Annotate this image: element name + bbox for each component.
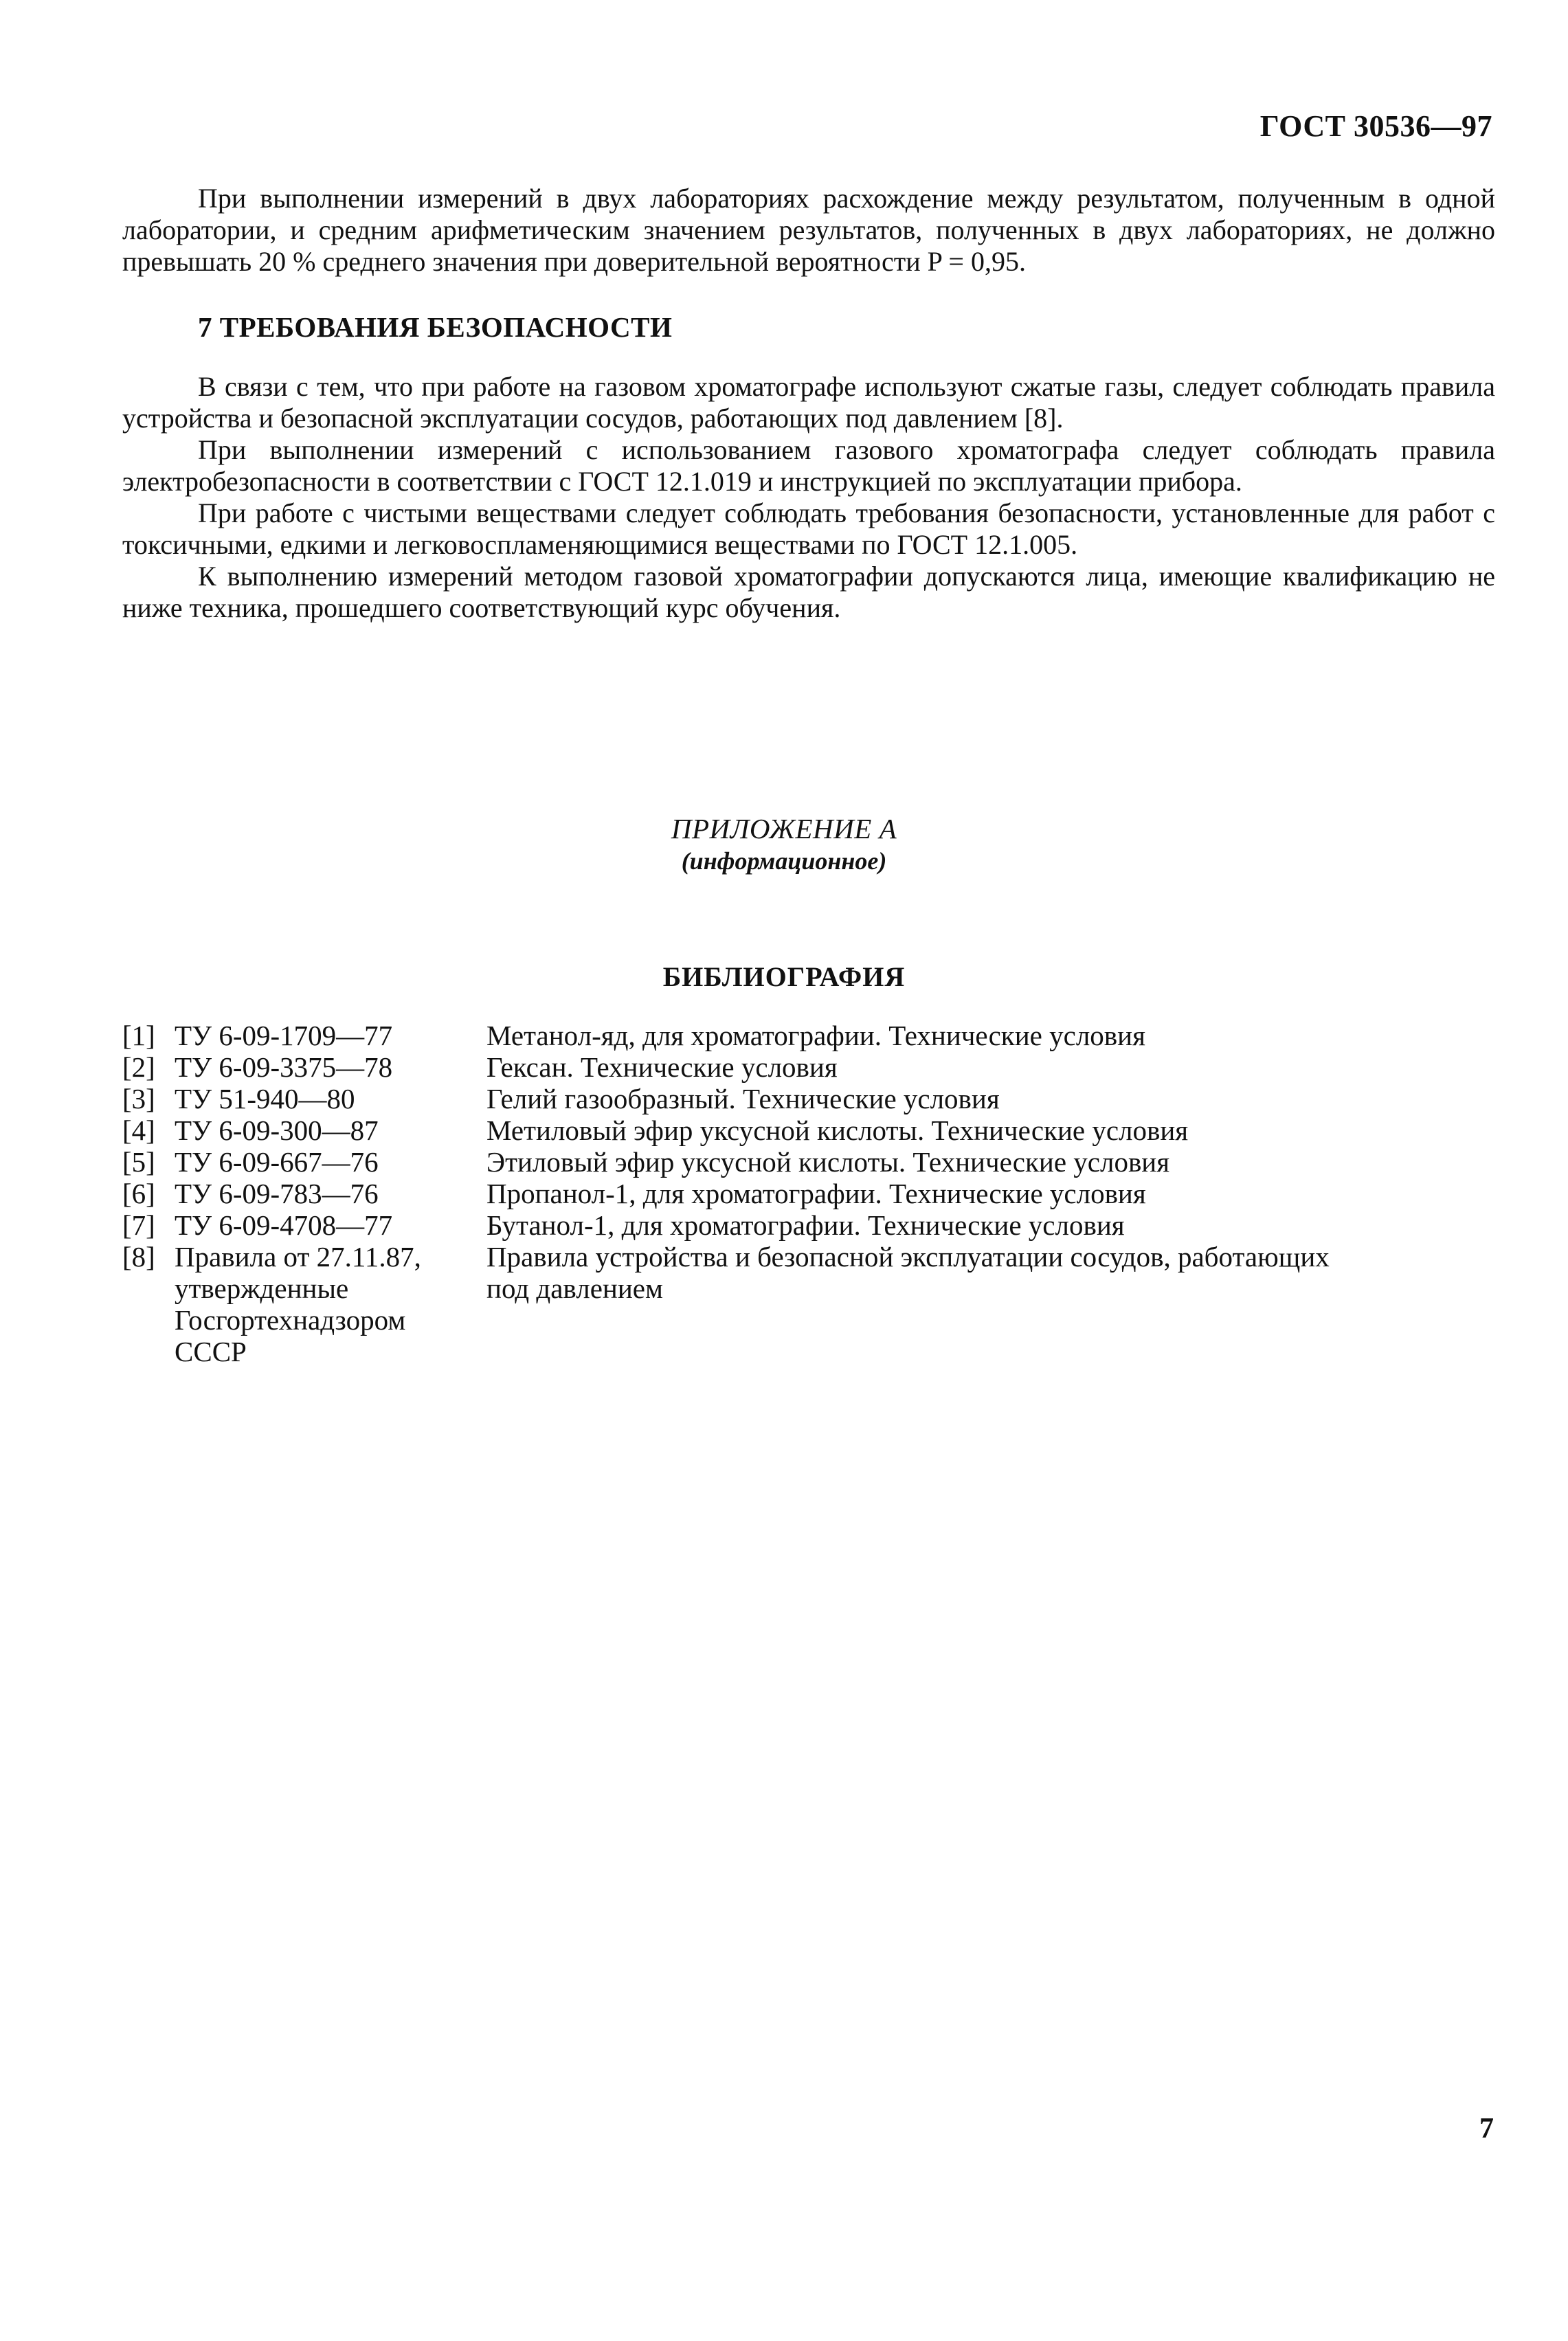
bib-number: [2] (122, 1051, 155, 1083)
bibliography-item (122, 1241, 1497, 1367)
document-code: ГОСТ 30536—97 (1259, 109, 1492, 143)
bibliography-item (122, 1178, 1497, 1209)
page-number: 7 (1479, 2113, 1494, 2144)
bibliography-item (122, 1115, 1497, 1146)
bib-description: Бутанол-1, для хроматографии. Технические условия (486, 1209, 1125, 1241)
bib-description: Правила устройства и безопасной эксплуатации сосудов, работающих под давлением (486, 1241, 1330, 1304)
bib-reference: Правила от 27.11.87, утвержденные Госгортехнадзором СССР (175, 1241, 421, 1367)
intro-paragraph: При выполнении измерений в двух лабораториях расхождение между результатом, полученным в одной лаборатории, и средним арифметическим значением результатов, полученных в двух лабораториях, не должно превышать 20 % среднего значения при доверительной вероятности P = 0,95. (122, 183, 1495, 277)
bib-description: Пропанол-1, для хроматографии. Технические условия (486, 1178, 1146, 1209)
bib-description: Метанол-яд, для хроматографии. Технические условия (486, 1020, 1145, 1051)
bib-reference: ТУ 6-09-3375—78 (175, 1051, 393, 1083)
bib-reference: ТУ 6-09-783—76 (175, 1178, 379, 1209)
bib-description: Метиловый эфир уксусной кислоты. Технические условия (486, 1115, 1189, 1146)
section-paragraph: К выполнению измерений методом газовой хроматографии допускаются лица, имеющие квалификацию не ниже техника, прошедшего соответствующий курс обучения. (122, 561, 1495, 623)
bib-number: [5] (122, 1146, 155, 1178)
bib-reference: ТУ 6-09-1709—77 (175, 1020, 393, 1051)
bib-reference: ТУ 6-09-667—76 (175, 1146, 379, 1178)
intro-block (122, 183, 1495, 278)
section-body (122, 371, 1495, 624)
section-heading: 7 ТРЕБОВАНИЯ БЕЗОПАСНОСТИ (198, 311, 673, 343)
bib-number: [7] (122, 1209, 155, 1241)
bibliography-item (122, 1209, 1497, 1241)
appendix-note: (информационное) (681, 847, 887, 875)
bib-number: [4] (122, 1115, 155, 1146)
bibliography-item (122, 1051, 1497, 1083)
bib-number: [1] (122, 1020, 155, 1051)
bib-number: [3] (122, 1083, 155, 1115)
appendix-title: ПРИЛОЖЕНИЕ А (671, 813, 897, 844)
bib-description: Гексан. Технические условия (486, 1051, 838, 1083)
bib-number: [6] (122, 1178, 155, 1209)
section-paragraph: При работе с чистыми веществами следует соблюдать требования безопасности, установленные для работ с токсичными, едкими и легковоспламеняющимися веществами по ГОСТ 12.1.005. (122, 497, 1495, 560)
bib-reference: ТУ 6-09-4708—77 (175, 1209, 393, 1241)
bibliography-item (122, 1083, 1497, 1115)
bib-reference: ТУ 6-09-300—87 (175, 1115, 379, 1146)
section-paragraph: При выполнении измерений с использованием газового хроматографа следует соблюдать правила электробезопасности в соответствии с ГОСТ 12.1.019 и инструкцией по эксплуатации прибора. (122, 434, 1495, 497)
bibliography-item (122, 1146, 1497, 1178)
bibliography-heading: БИБЛИОГРАФИЯ (662, 961, 906, 992)
bib-description: Гелий газообразный. Технические условия (486, 1083, 1000, 1115)
section-paragraph: В связи с тем, что при работе на газовом хроматографе используют сжатые газы, следует соблюдать правила устройства и безопасной эксплуатации сосудов, работающих под давлением [8]. (122, 371, 1495, 434)
bib-reference: ТУ 51-940—80 (175, 1083, 355, 1115)
bibliography-item (122, 1020, 1497, 1051)
bib-number: [8] (122, 1241, 155, 1273)
bib-description: Этиловый эфир уксусной кислоты. Технические условия (486, 1146, 1170, 1178)
bibliography-list (122, 1020, 1497, 1367)
